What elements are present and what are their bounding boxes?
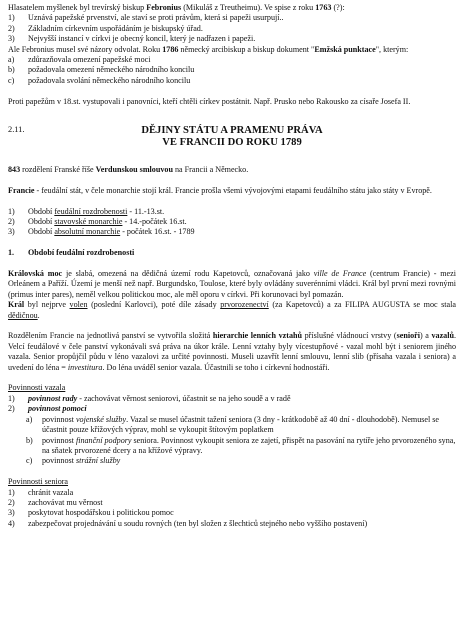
- list-item: 1) chránit vazala: [8, 487, 74, 497]
- list-item: 3) Nejvyšší instancí v církvi je obecný koncil, který je nadřazen i papeži.: [8, 34, 256, 44]
- list-item: 1) povinnost rady - zachovávat věrnost seniorovi, účastnit se na jeho soudě a v radě: [8, 393, 291, 403]
- section-number: 2.11.: [8, 125, 25, 135]
- rulers-paragraph: Proti papežům v 18.st. vystupovali i panovníci, kteří chtěli církev postátnit. Např. Prusko nebo Rakousko za císaře Josefa II.: [8, 96, 411, 106]
- list-item: a) zdůrazňovala omezení papežské moci: [8, 55, 151, 65]
- list-item: 2) Období stavovské monarchie - 14.-počátek 16.st.: [8, 217, 187, 227]
- senior-heading: Povinnosti seniora: [8, 477, 69, 487]
- list-item: 2) zachovávat mu věrnost: [8, 497, 103, 507]
- list-item: a) povinnost vojenské služby. Vazal se musel účastnit tažení seniora (3 dny - krátkodobě až 40 dní - dlouhodobě). Nemusel se účastnit pouze křížových výprav, mohl se vykoupit štítovým poplatkem: [26, 414, 440, 435]
- kralovska-moc-paragraph: Královská moc je slabá, omezená na dědičná území rodu Kapetovců, označovaná jako ville de France (centrum Francie) - mezi Orleánem a Paříží. Území je menší než např. Burgundsko, Toulose, které byly ovládány suverénními vládci. Král byl první mezi rovnými (primus inter pares), neměl velkou politickou moc, ale měl oporu v církvi. Při korunovaci byl pomazán.: [8, 269, 456, 299]
- lenni-vztahy-paragraph: Rozdělením Francie na jednotlivá panství se vytvořila složitá hierarchie lenních vztahů příslušné vládnoucí vrstvy (senioři) a vazalů. Velcí feudálové v čele panství vykonávali svá práva na úkor krále. Lenní vztahy byly vícestupňové - vazal mohl být i seniorem jiného vazala. Senior propůjčil půdu v léno vazalovi za určité povinnosti. Museli uzavřít lenní smlouvu, lenní slib (přísaha vazala i seniora) a uvedení do léna = investitura. Do léna uváděl senior vazala. Účastnili se toho i církevní hodnostáři.: [8, 331, 457, 372]
- francie-paragraph: Francie - feudální stát, v čele monarchie stojí král. Francie prošla všemi vývojovými etapami feudálního státu jako státy v Evropě.: [8, 185, 432, 195]
- list-item: 1) Uznává papežské prvenství, ale staví se proti právům, která si papeži usurpují..: [8, 13, 284, 23]
- vazal-heading: Povinnosti vazala: [8, 383, 66, 393]
- list-item: c) povinnost strážní služby: [26, 456, 121, 466]
- list-item: 2) povinnost pomoci: [8, 404, 87, 414]
- list-item: 1) Období feudální rozdrobenosti - 11.-13.st.: [8, 206, 165, 216]
- section-heading: [8, 125, 456, 149]
- verdun-paragraph: 843 rozdělení Franské říše Verdunskou smlouvou na Francii a Německo.: [8, 165, 249, 175]
- list-item: c) požadovala svolání německého národního koncilu: [8, 75, 191, 85]
- list-item: 3) Období absolutní monarchie - počátek 16.st. - 1789: [8, 227, 195, 237]
- kral-paragraph: Král byl nejprve volen (poslední Karlovci), poté díle zásady prvorozenectví (za Kapetovců) a za FILIPA AUGUSTA se moc stala dědičnou.: [8, 300, 456, 320]
- emzska-paragraph: Ale Febronius musel své názory odvolat. Roku 1786 německý arcibiskup a biskup dokument "Emžská punktace", kterým:: [8, 44, 409, 54]
- febronius-paragraph: Hlasatelem myšlenek byl trevírský biskup Febronius (Mikuláš z Treutheimu). Ve spise z roku 1763 (?):: [8, 3, 345, 12]
- list-item: b) povinnost finanční podpory seniora. Povinnost vykoupit seniora ze zajetí, přispět na pasování na rytíře jeho prvorozeného syna, na sňatek prvorozené dcery a na křížové výpravy.: [26, 435, 456, 455]
- list-item: b) požadovala omezení německého národního koncilu: [8, 65, 195, 75]
- list-item: 3) poskytovat hospodářskou i politickou pomoc: [8, 508, 174, 518]
- subsection-heading: 1. Období feudální rozdrobenosti: [8, 248, 135, 258]
- section-title: DĚJINY STÁTU A PRAMENU PRÁVA VE FRANCII DO ROKU 1789: [141, 125, 323, 149]
- list-item: 4) zabezpečovat projednávání u soudu rovných (ten byl složen z šlechticů stejného nebo vyššího postavení): [8, 518, 368, 528]
- list-item: 2) Základním církevním uspořádáním je biskupský úřad.: [8, 23, 203, 33]
